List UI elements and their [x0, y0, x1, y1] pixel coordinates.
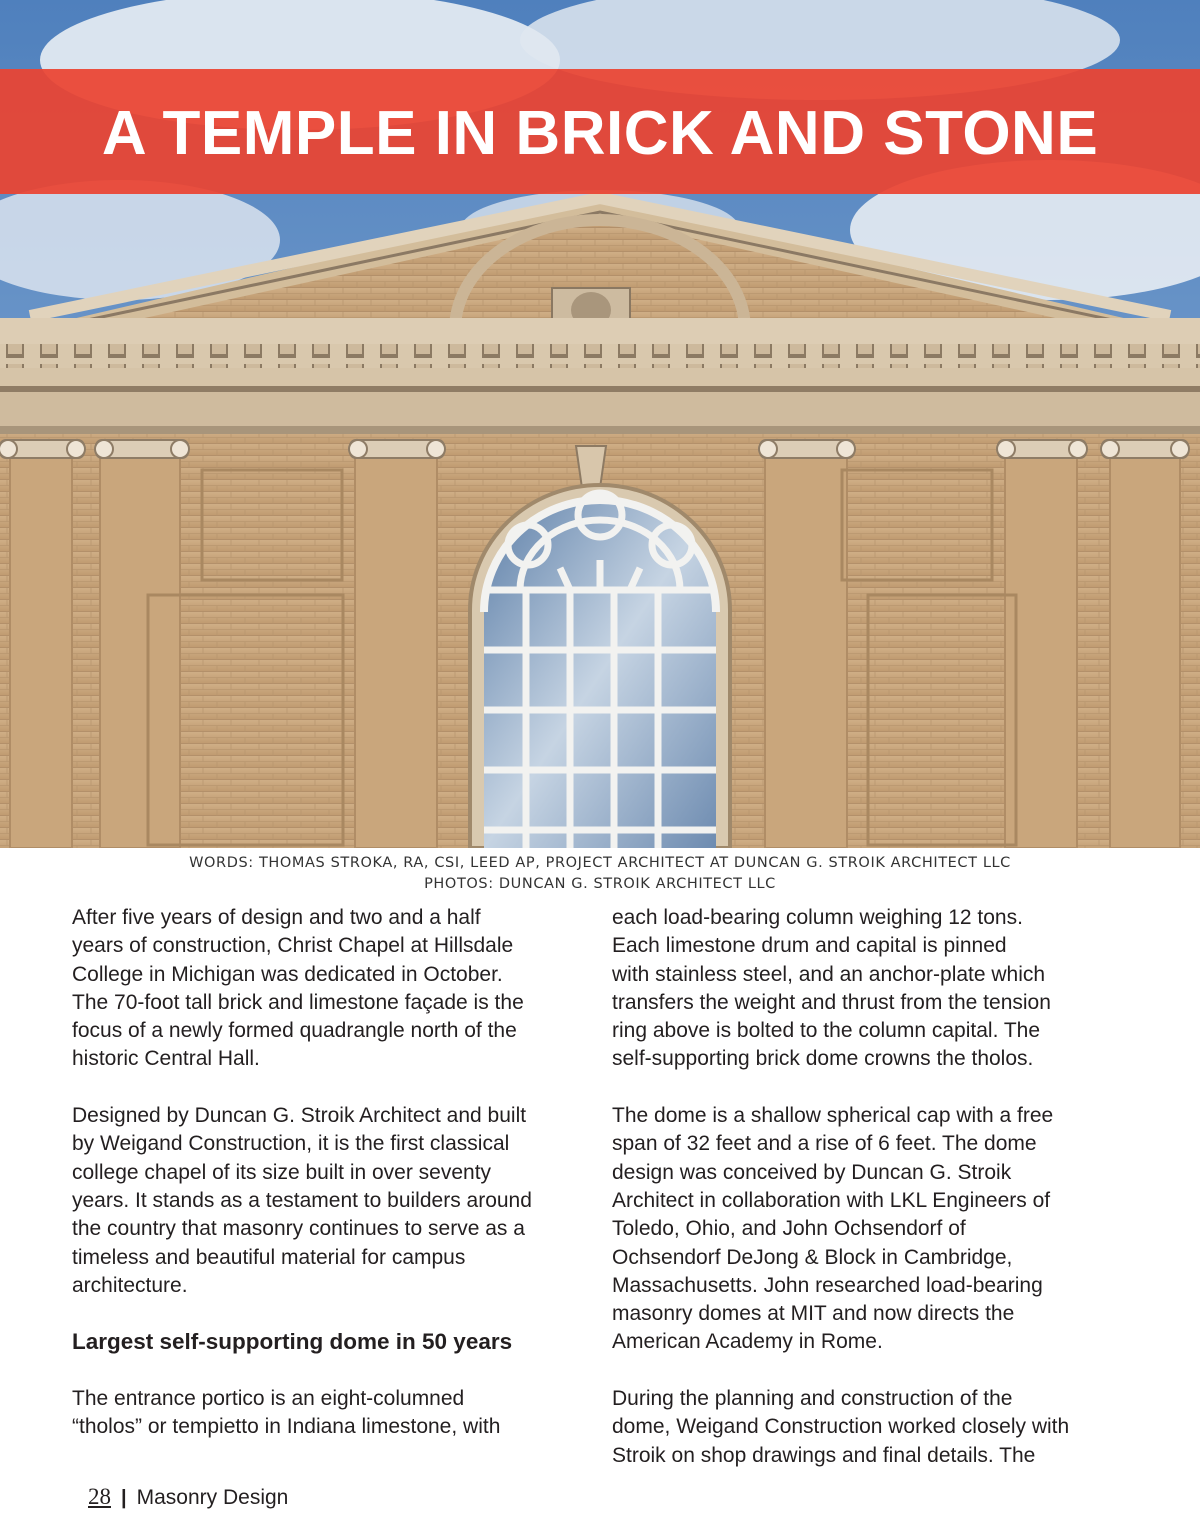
section-heading: Largest self-supporting dome in 50 years	[72, 1329, 513, 1355]
text-line: American Academy in Rome.	[612, 1330, 883, 1354]
text-line: span of 32 feet and a rise of 6 feet. The dome	[612, 1132, 1037, 1156]
paragraph	[612, 904, 1142, 1074]
article-column-right	[612, 904, 1142, 1498]
text-line: college chapel of its size built in over seventy	[72, 1160, 492, 1184]
text-line: College in Michigan was dedicated in October.	[72, 962, 503, 986]
text-line: Designed by Duncan G. Stroik Architect and built	[72, 1104, 527, 1128]
paragraph	[72, 1385, 602, 1442]
article-column-left	[72, 904, 602, 1470]
text-line: The 70-foot tall brick and limestone façade is the	[72, 990, 524, 1014]
text-line: Ochsendorf DeJong & Block in Cambridge,	[612, 1245, 1013, 1269]
text-line: During the planning and construction of the	[612, 1387, 1013, 1411]
page-number: 28	[88, 1484, 111, 1509]
text-line: each load-bearing column weighing 12 tons.	[612, 906, 1023, 929]
paragraph	[72, 904, 602, 1074]
magazine-name: Masonry Design	[136, 1486, 289, 1509]
text-line: The entrance portico is an eight-columned	[72, 1387, 465, 1411]
text-line: masonry domes at MIT and now directs the	[612, 1302, 1015, 1326]
text-line: self-supporting brick dome crowns the tholos.	[612, 1047, 1034, 1071]
text-line: years of construction, Christ Chapel at Hillsdale	[72, 934, 514, 958]
paragraph	[612, 1102, 1142, 1357]
text-line: Architect in collaboration with LKL Engineers of	[612, 1188, 1051, 1212]
text-line: Each limestone drum and capital is pinned	[612, 934, 1007, 958]
text-line: dome, Weigand Construction worked closely with	[612, 1415, 1070, 1439]
footer-separator: |	[121, 1487, 127, 1509]
text-line: timeless and beautiful material for campus	[72, 1245, 466, 1269]
title-banner	[0, 69, 1200, 194]
text-line: years. It stands as a testament to builders around	[72, 1188, 532, 1212]
page-footer	[88, 1484, 288, 1514]
text-line: The dome is a shallow spherical cap with a free	[612, 1104, 1054, 1128]
text-line: architecture.	[72, 1273, 188, 1297]
text-line: by Weigand Construction, it is the first classical	[72, 1132, 510, 1156]
text-line: After five years of design and two and a half	[72, 906, 481, 929]
text-line: focus of a newly formed quadrangle north of the	[72, 1019, 517, 1043]
text-line: Toledo, Ohio, and John Ochsendorf of	[612, 1217, 966, 1241]
paragraph	[612, 1385, 1142, 1470]
words-credit: WORDS: THOMAS STROKA, RA, CSI, LEED AP, PROJECT ARCHITECT AT DUNCAN G. STROIK ARCHITECT LLC	[189, 855, 1011, 871]
text-line: ring above is bolted to the column capital. The	[612, 1019, 1041, 1043]
paragraph	[72, 1102, 602, 1300]
text-line: design was conceived by Duncan G. Stroik	[612, 1160, 1012, 1184]
text-line: transfers the weight and thrust from the tension	[612, 990, 1051, 1014]
photos-credit: PHOTOS: DUNCAN G. STROIK ARCHITECT LLC	[424, 876, 776, 892]
text-line: with stainless steel, and an anchor-plate which	[612, 962, 1046, 986]
text-line: the country that masonry continues to serve as a	[72, 1217, 525, 1241]
text-line: historic Central Hall.	[72, 1047, 260, 1071]
article-title: A TEMPLE IN BRICK AND STONE	[101, 99, 1099, 168]
text-line: Stroik on shop drawings and final details. The	[612, 1443, 1036, 1467]
text-line: Massachusetts. John researched load-bearing	[612, 1273, 1043, 1297]
text-line: “tholos” or tempietto in Indiana limestone, with	[72, 1415, 501, 1439]
